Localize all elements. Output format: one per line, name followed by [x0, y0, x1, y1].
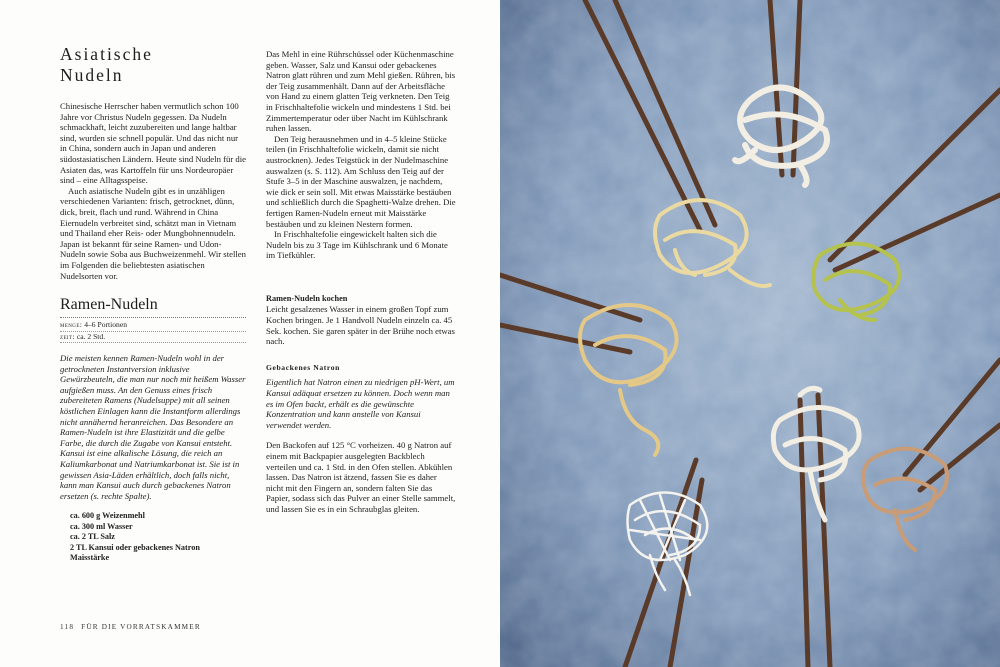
recipe-meta [60, 320, 246, 343]
ingredient-list [60, 511, 246, 563]
cook-heading: Ramen-Nudeln kochen [266, 293, 348, 303]
servings-row [60, 320, 246, 332]
servings-label: menge: [60, 320, 83, 330]
method-paragraph-3: In Frischhaltefolie eingewickelt halten sich die Nudeln bis zu 3 Tage im Kühlschrank und 6 Monate im Tiefkühler. [266, 229, 448, 261]
ingredient-item: ca. 2 TL Salz [70, 532, 115, 542]
recipe-title: Ramen-Nudeln [60, 296, 246, 318]
method-paragraph-2: Den Teig herausnehmen und in 4–5 kleine Stücke teilen (in Frischhaltefolie wickeln, damit sie nicht austrocknen). Jedes Teigstück in der Nudelmaschine auswalzen (s. S. 112). Am Schluss den Teig auf der Stufe 3–5 in der Maschine auswalzen, je nachdem, wie dick er sein soll. Mit etwas Maisstärke bestäuben und schließlich durch die Spaghetti-Walze drehen. Die fertigen Ramen-Nudeln erneut mit Maisstärke bestäuben und zu kleinen Nestern formen. [266, 133, 456, 229]
noodle-photo-illustration [500, 0, 1000, 667]
ingredient-item: ca. 600 g Weizenmehl [70, 511, 145, 521]
page-footer [60, 623, 201, 631]
ingredient-item: ca. 300 ml Wasser [70, 521, 133, 531]
recipe-intro: Die meisten kennen Ramen-Nudeln wohl in der getrockneten Instantversion inklusive Gewürzbeuteln, die man nur noch mit heißem Wasser aufgießen muss. An den Genuss eines frisch zubereiteten Ramens (Nudelsuppe) mit all seinen köstlichen Einlagen kann die Instantform allerdings nicht annähernd heranreichen. Das Besondere an Ramen-Nudeln ist ihre Elastizität und die gelbe Farbe, die durch die Zugabe von Kansui entsteht. Kansui ist eine alkalische Lösung, die reich an Kaliumkarbonat und Natriumkarbonat ist. Sie ist in gewissen Asia-Läden erhältlich, doch falls nicht, kann man Kansui auch durch gebackenes Natron ersetzen (s. rechte Spalte). [60, 353, 246, 501]
intro-paragraph-2: Auch asiatische Nudeln gibt es in unzähligen verschiedenen Varianten: frisch, getrocknet, dünn, dick, breit, flach und rund. Während in China Eiernudeln verbreitet sind, schätzt man in Vietnam und Thailand eher Reis- oder Mungbohnennudeln. Japan ist bekannt für seine Ramen- und Udon-Nudeln sowie Soba aus Buchweizenmehl. Wir stellen im Folgenden die beliebtesten asiatischen Nudelsorten vor. [60, 185, 246, 281]
time-value: ca. 2 Std. [76, 331, 106, 341]
natron-intro: Eigentlich hat Natron einen zu niedrigen pH-Wert, um Kansui adäquat ersetzen zu können. Doch wenn man es im Ofen backt, erhält es die gewünschte Konzentration und kann anstelle von Kansui verwendet werden. [266, 377, 455, 430]
natron-heading: Gebackenes Natron [266, 362, 340, 372]
running-head: FÜR DIE VORRATSKAMMER [81, 623, 201, 631]
right-column [266, 49, 456, 515]
ingredient-item: 2 TL Kansui oder gebackenes Natron [70, 542, 200, 552]
method-paragraph-1: Das Mehl in eine Rührschüssel oder Küchenmaschine geben. Wasser, Salz und Kansui oder gebackenes Natron glatt rühren und zum Mehl gießen. Rühren, bis der Teig zusammenhält. Dann auf der Arbeitsfläche von Hand zu einem glatten Teig verkneten. Den Teig in Frischhaltefolie wickeln und mindestens 1 Std. bei Zimmertemperatur oder über Nacht im Kühlschrank ruhen lassen. [266, 49, 456, 134]
noodle-photo [500, 0, 1000, 667]
chapter-title: Asiatische Nudeln [60, 44, 153, 85]
left-column [60, 44, 246, 563]
page-number: 118 [60, 623, 75, 631]
ingredient-item: Maisstärke [70, 553, 110, 563]
natron-text: Den Backofen auf 125 °C vorheizen. 40 g Natron auf einem mit Backpapier ausgelegten Backblech verteilen und ca. 1 Std. in den Ofen stellen. Abkühlen lassen. Das Natron ist ätzend, fassen Sie es daher nicht mit den Fingern an, sondern falten Sie das Papier, sodass sich das Pulver an einer Stelle sammelt, und lassen Sie es in ein Schraubglas gleiten. [266, 440, 456, 514]
time-row [60, 332, 246, 344]
time-label: zeit: [60, 331, 75, 341]
intro-paragraph-1: Chinesische Herrscher haben vermutlich schon 100 Jahre vor Christus Nudeln gegessen. Da Nudeln schmackhaft, leicht zuzubereiten und lange haltbar sind, wurden sie schnell populär. Und das nicht nur in China, sondern auch in Japan und anderen südostasiatischen Ländern. Heute sind Nudeln für die Asiaten das, was Kartoffeln für uns Nordeuropäer sind – eine Alltagsspeise. [60, 101, 247, 186]
cook-text: Leicht gesalzenes Wasser in einem großen Topf zum Kochen bringen. Je 1 Handvoll Nudeln einzeln ca. 45 Sek. kochen. Sie garen später in der Brühe noch etwas nach. [266, 304, 455, 347]
servings-value: 4–6 Portionen [84, 320, 128, 330]
